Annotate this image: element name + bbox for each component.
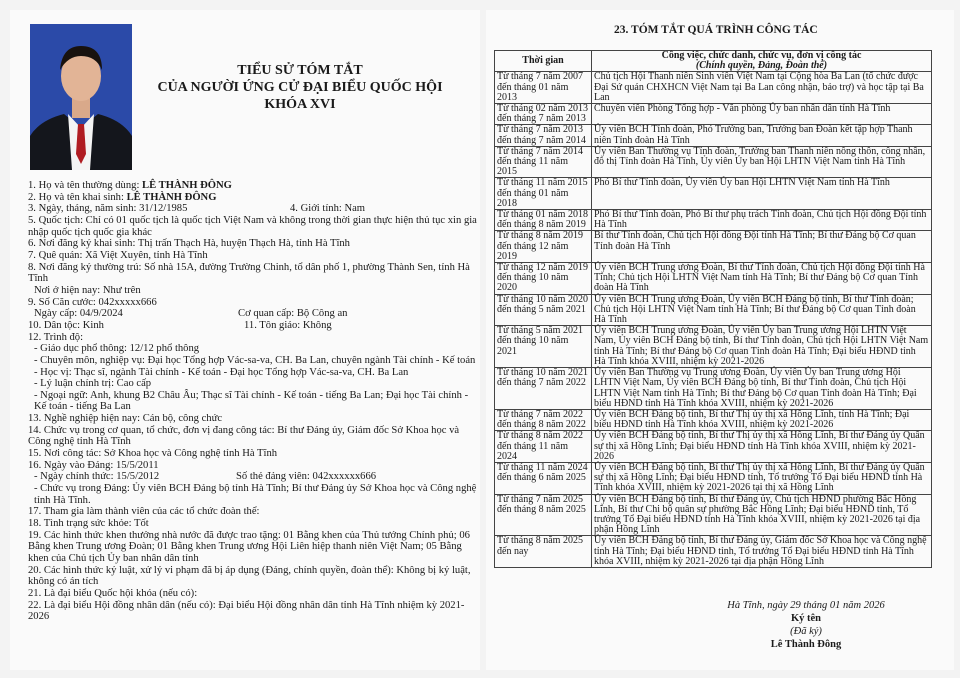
row-time: Từ tháng 7 năm 2014 đến tháng 11 năm 2015	[495, 146, 592, 178]
row-time: Từ tháng 11 năm 2015 đến tháng 01 năm 2018	[495, 178, 592, 210]
field-organizations: 17. Tham gia làm thành viên của các tổ chức đoàn thể:	[28, 506, 260, 518]
table-row	[495, 494, 932, 536]
row-work: Ủy viên BCH Đảng bộ tỉnh, Bí thư Đảng ủy, Giám đốc Sở Khoa học và Công nghệ tỉnh Hà Tĩnh; Đại biểu HĐND tỉnh, Tổ trưởng Tổ Đại biểu HĐND tỉnh Hà Tĩnh khóa XVIII, nhiệm kỳ 2021-2026 tại địa phận Hồng Lĩnh	[592, 536, 932, 568]
field-occupation: 13. Nghề nghiệp hiện nay: Cán bộ, công chức	[28, 413, 223, 425]
field-birth-registration: 6. Nơi đăng ký khai sinh: Thị trấn Thạch Hà, huyện Thạch Hà, tỉnh Hà Tĩnh	[28, 238, 350, 250]
signature-block	[706, 599, 906, 651]
table-row	[495, 294, 932, 326]
table-row	[495, 326, 932, 368]
table-row	[495, 536, 932, 568]
field-current-address: Nơi ở hiện nay: Như trên	[34, 284, 141, 296]
row-work: Ủy viên BCH Đảng bộ tỉnh, Bí thư Thị ủy thị xã Hồng Lĩnh, tỉnh Hà Tĩnh; Đại biểu HĐND tỉnh Hà Tĩnh khóa XVIII, nhiệm kỳ 2021-2026	[592, 409, 932, 430]
row-time: Từ tháng 8 năm 2022 đến tháng 11 năm 2024	[495, 431, 592, 463]
field-ethnicity-religion: 10. Dân tộc: Kinh 11. Tôn giáo: Không	[28, 319, 332, 331]
bio-panel	[10, 10, 480, 670]
row-time: Từ tháng 7 năm 2007 đến tháng 01 năm 2013	[495, 72, 592, 104]
row-work: Ủy viên BCH Trung ương Đoàn, Ủy viên Ủy ban Trung ương Hội LHTN Việt Nam, Ủy viên BCH Đảng bộ tỉnh, Bí thư Tỉnh đoàn, Chủ tịch Hội LHTN Việt Nam tỉnh Hà Tĩnh; Bí thư Đảng bộ Cơ quan Tỉnh đoàn Hà Tĩnh; Đại biểu HĐND tỉnh Hà Tĩnh khóa XVIII, nhiệm kỳ 2021-2026	[592, 326, 932, 368]
field-common-name: 1. Họ và tên thường dùng: LÊ THÀNH ĐÔNG	[28, 180, 232, 191]
field-party-official: - Ngày chính thức: 15/5/2012 Số thẻ đảng viên: 042xxxxxx666	[34, 471, 377, 483]
portrait-photo	[30, 24, 132, 170]
work-history-table	[494, 50, 932, 568]
row-work: Phó Bí thư Tỉnh đoàn, Ủy viên Ủy ban Hội LHTN Việt Nam tỉnh Hà Tĩnh	[592, 178, 932, 210]
table-row	[495, 462, 932, 494]
table-row	[495, 368, 932, 410]
field-id-number: 9. Số Căn cước: 042xxxxx666	[28, 296, 157, 308]
row-work: Ủy viên BCH Đảng bộ tỉnh, Bí thư Đảng ủy, Chủ tịch HĐND phường Bắc Hồng Lĩnh, Bí thư Chi bộ quân sự phường Bắc Hồng Lĩnh; Đại biểu HĐND tỉnh, Tổ trưởng Tổ Đại biểu HĐND tỉnh Hà Tĩnh khóa XVIII, nhiệm kỳ 2021-2026 tại địa phận Hồng Lĩnh	[592, 494, 932, 536]
field-dob-gender: 3. Ngày, tháng, năm sinh: 31/12/1985 4. Giới tính: Nam	[28, 203, 366, 215]
field-education-degree: - Học vị: Thạc sĩ, ngành Tài chính - Kế toán - Đại học Tổng hợp Vác-sa-va, CH. Ba Lan	[34, 366, 409, 378]
field-position: 14. Chức vụ trong cơ quan, tổ chức, đơn vị đang công tác: Bí thư Đảng ủy, Giám đốc Sở Khoa học và Công nghệ tỉnh Hà Tĩnh	[28, 424, 460, 448]
sign-note: (Đã ký)	[790, 626, 822, 637]
title-line-2: CỦA NGƯỜI ỨNG CỬ ĐẠI BIỂU QUỐC HỘI	[157, 80, 443, 95]
row-work: Bí thư Tỉnh đoàn, Chủ tịch Hội đồng Đội tỉnh Hà Tĩnh; Bí thư Đảng bộ Cơ quan Tỉnh đoàn Hà Tĩnh	[592, 231, 932, 263]
field-education-general: - Giáo dục phổ thông: 12/12 phổ thông	[34, 343, 200, 355]
table-row	[495, 125, 932, 146]
section-title: 23. TÓM TẮT QUÁ TRÌNH CÔNG TÁC	[614, 24, 818, 36]
table-row	[495, 210, 932, 231]
title-line-3: KHÓA XVI	[264, 97, 336, 112]
table-row	[495, 178, 932, 210]
field-party-position: - Chức vụ trong Đảng: Ủy viên BCH Đảng bộ tỉnh Hà Tĩnh; Bí thư Đảng ủy Sở Khoa học và Công nghệ tỉnh Hà Tĩnh.	[34, 483, 477, 506]
row-time: Từ tháng 7 năm 2025 đến tháng 8 năm 2025	[495, 494, 592, 536]
row-work: Ủy viên BCH Đảng bộ tỉnh, Bí thư Thị ủy thị xã Hồng Lĩnh, Bí thư Đảng ủy Quân sự thị xã Hồng Lĩnh; Đại biểu HĐND tỉnh Hà Tĩnh khóa XVIII, nhiệm kỳ 2021-2026	[592, 431, 932, 463]
row-time: Từ tháng 7 năm 2013 đến tháng 7 năm 2014	[495, 125, 592, 146]
row-time: Từ tháng 12 năm 2019 đến tháng 10 năm 2020	[495, 263, 592, 295]
row-time: Từ tháng 10 năm 2021 đến tháng 7 năm 2022	[495, 368, 592, 410]
row-time: Từ tháng 01 năm 2018 đến tháng 8 năm 2019	[495, 210, 592, 231]
field-hometown: 7. Quê quán: Xã Việt Xuyên, tỉnh Hà Tĩnh	[28, 249, 208, 261]
field-id-issue: Ngày cấp: 04/9/2024 Cơ quan cấp: Bộ Công an	[34, 308, 348, 320]
row-work: Ủy viên BCH Đảng bộ tỉnh, Bí thư Thị ủy thị xã Hồng Lĩnh, Bí thư Đảng ủy Quân sự thị xã Hồng Lĩnh; Đại biểu HĐND tỉnh, Tổ trưởng Tổ Đại biểu HĐND tỉnh Hà Tĩnh khóa XVIII, nhiệm kỳ 2021-2026 tại thị xã Hồng Lĩnh	[592, 462, 932, 494]
field-peoples-council: 22. Là đại biểu Hội đồng nhân dân (nếu có): Đại biểu Hội đồng nhân dân tỉnh Hà Tĩnh nhiệm kỳ 2021-2026	[28, 599, 465, 623]
field-national-assembly: 21. Là đại biểu Quốc hội khóa (nếu có):	[28, 587, 198, 599]
row-time: Từ tháng 8 năm 2019 đến tháng 12 năm 2019	[495, 231, 592, 263]
field-birth-name: 2. Họ và tên khai sinh: LÊ THÀNH ĐÔNG	[28, 191, 217, 203]
row-work: Ủy viên Ban Thường vụ Tỉnh đoàn, Trưởng ban Thanh niên nông thôn, công nhân, đô thị Tỉnh đoàn Hà Tĩnh, Ủy viên Ủy ban Hội LHTN Việt Nam tỉnh Hà Tĩnh	[592, 146, 932, 178]
field-education: 12. Trình độ:	[28, 331, 84, 343]
document-title	[150, 62, 450, 113]
field-discipline: 20. Các hình thức kỷ luật, xử lý vi phạm đã bị áp dụng (Đảng, chính quyền, đoàn thể): Không bị kỷ luật, không có án tích	[28, 564, 471, 588]
row-work: Ủy viên BCH Trung ương Đoàn, Bí thư Tỉnh đoàn, Chủ tịch Hội đồng Đội tỉnh Hà Tĩnh; Chủ tịch Hội LHTN Việt Nam tỉnh Hà Tĩnh; Bí thư Đảng bộ Cơ quan Tỉnh đoàn Hà Tĩnh	[592, 263, 932, 295]
row-time: Từ tháng 7 năm 2022 đến tháng 8 năm 2022	[495, 409, 592, 430]
sign-date: Hà Tĩnh, ngày 29 tháng 01 năm 2026	[727, 600, 885, 611]
field-residence: 8. Nơi đăng ký thường trú: Số nhà 15A, đường Trường Chinh, tổ dân phố 1, phường Thành Sen, tỉnh Hà Tĩnh	[28, 261, 470, 285]
table-body	[495, 72, 932, 568]
table-row	[495, 231, 932, 263]
bio-fields	[28, 180, 478, 623]
table-row	[495, 409, 932, 430]
field-education-language: - Ngoại ngữ: Anh, khung B2 Châu Âu; Thạc sĩ Tài chính - Kế toán - tiếng Ba Lan; Đại học Tài chính - Kế toán - tiếng Ba Lan	[34, 389, 469, 413]
table-header-row	[495, 51, 932, 72]
field-workplace: 15. Nơi công tác: Sở Khoa học và Công nghệ tỉnh Hà Tĩnh	[28, 448, 278, 460]
row-time: Từ tháng 11 năm 2024 đến tháng 6 năm 2025	[495, 462, 592, 494]
sign-name: Lê Thành Đông	[770, 639, 842, 650]
field-awards: 19. Các hình thức khen thưởng nhà nước đã được trao tặng: 01 Bằng khen của Thủ tướng Chính phủ; 06 Bằng khen Trung ương Đoàn; 01 Bằng khen Trung ương Hội Liên hiệp thanh niên Việt Nam; 05 Bằng khen của Chủ tịch Ủy ban nhân dân tỉnh	[28, 529, 470, 564]
work-history-panel	[486, 10, 954, 670]
table-row	[495, 431, 932, 463]
field-party-join: 16. Ngày vào Đảng: 15/5/2011	[28, 459, 159, 471]
header-time: Thời gian	[495, 51, 592, 72]
row-work: Chuyên viên Phòng Tổng hợp - Văn phòng Ủy ban nhân dân tỉnh Hà Tĩnh	[592, 104, 932, 125]
row-time: Từ tháng 10 năm 2020 đến tháng 5 năm 2021	[495, 294, 592, 326]
header-work: Công việc, chức danh, chức vụ, đơn vị công tác (Chính quyền, Đảng, Đoàn thể)	[592, 51, 932, 72]
row-work: Chủ tịch Hội Thanh niên Sinh viên Việt Nam tại Cộng hòa Ba Lan (tổ chức được Đại Sứ quán CHXHCN Việt Nam tại Ba Lan công nhận, bảo trợ) và học tập tại Ba Lan	[592, 72, 932, 104]
table-row	[495, 72, 932, 104]
row-time: Từ tháng 8 năm 2025 đến nay	[495, 536, 592, 568]
field-education-major: - Chuyên môn, nghiệp vụ: Đại học Tổng hợp Vác-sa-va, CH. Ba Lan, chuyên ngành Tài chính - Kế toán	[34, 354, 476, 366]
table-row	[495, 104, 932, 125]
field-nationality: 5. Quốc tịch: Chỉ có 01 quốc tịch là quốc tịch Việt Nam và không trong thời gian thực hiện thủ tục xin gia nhập quốc tịch quốc gia khác	[28, 214, 477, 238]
row-time: Từ tháng 5 năm 2021 đến tháng 10 năm 2021	[495, 326, 592, 368]
title-line-1: TIỂU SỬ TÓM TẮT	[237, 63, 363, 78]
row-work: Ủy viên BCH Tỉnh đoàn, Phó Trưởng ban, Trưởng ban Đoàn kết tập hợp Thanh niên Tỉnh đoàn Hà Tĩnh	[592, 125, 932, 146]
row-work: Ủy viên BCH Trung ương Đoàn, Ủy viên BCH Đảng bộ tỉnh, Bí thư Tỉnh đoàn; Chủ tịch Hội LHTN Việt Nam tỉnh Hà Tĩnh; Bí thư Đảng bộ Cơ quan Tỉnh đoàn Hà Tĩnh	[592, 294, 932, 326]
row-work: Phó Bí thư Tỉnh đoàn, Phó Bí thư phụ trách Tỉnh đoàn, Chủ tịch Hội đồng Đội tỉnh Hà Tĩnh	[592, 210, 932, 231]
table-row	[495, 263, 932, 295]
sign-label: Ký tên	[790, 613, 822, 624]
table-row	[495, 146, 932, 178]
field-education-political: - Lý luận chính trị: Cao cấp	[34, 378, 152, 390]
field-health: 18. Tình trạng sức khỏe: Tốt	[28, 518, 149, 530]
row-time: Từ tháng 02 năm 2013 đến tháng 7 năm 2013	[495, 104, 592, 125]
row-work: Ủy viên Ban Thường vụ Trung ương Đoàn, Ủy viên Ủy ban Trung ương Hội LHTN Việt Nam, Ủy viên BCH Đảng bộ tỉnh, Bí thư Tỉnh đoàn, Chủ tịch Hội LHTN Việt Nam tỉnh Hà Tĩnh; Bí thư Đảng bộ Cơ quan Tỉnh đoàn Hà Tĩnh; Đại biểu HĐND tỉnh Hà Tĩnh khóa XVIII, nhiệm kỳ 2021-2026	[592, 368, 932, 410]
